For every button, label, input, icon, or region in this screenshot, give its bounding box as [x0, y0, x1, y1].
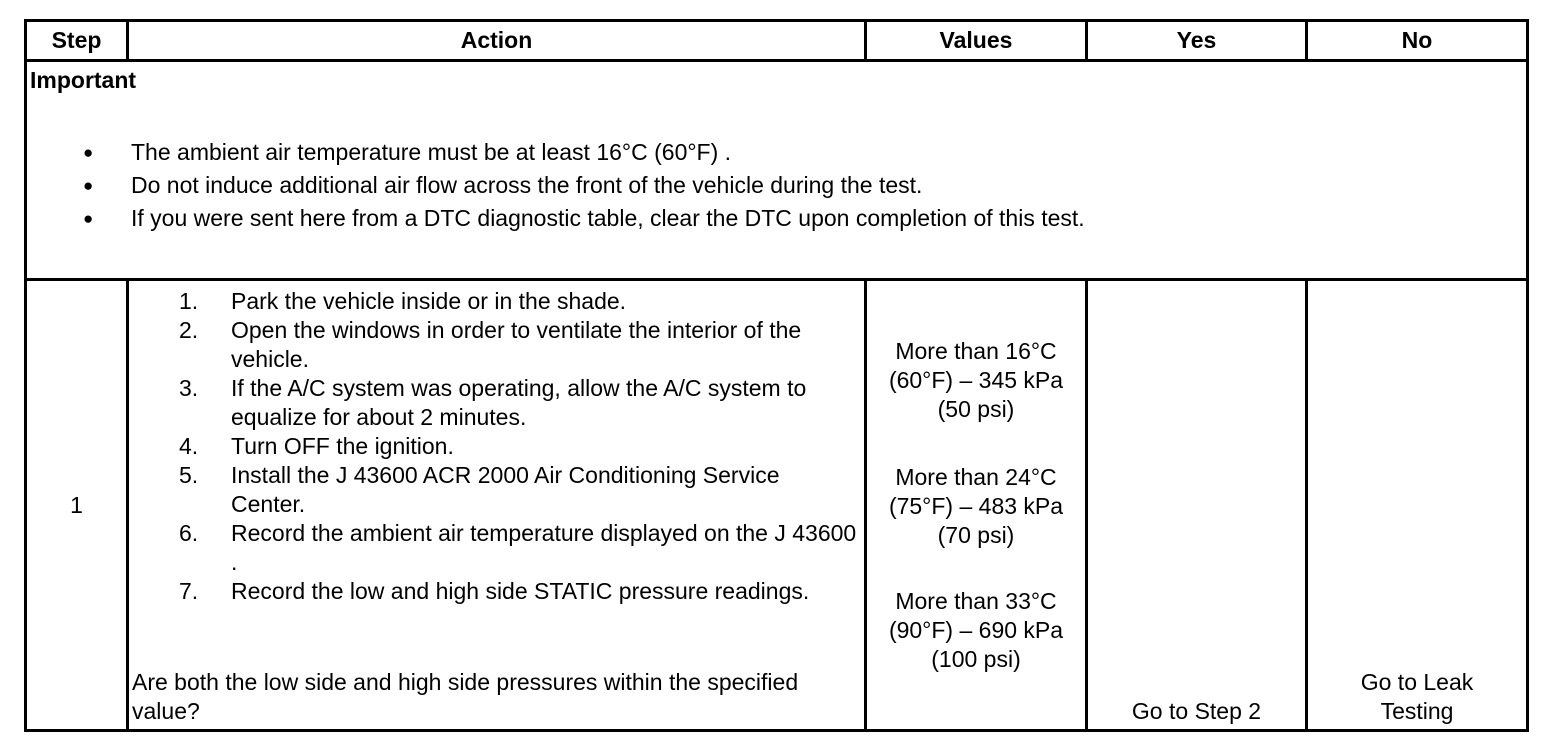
- yes-cell: [1087, 280, 1307, 731]
- important-list: [27, 136, 1526, 235]
- value-spec: [867, 337, 1085, 424]
- value-psi: (50 psi): [937, 396, 1015, 422]
- action-step: [129, 577, 864, 606]
- header-yes: Yes: [1087, 21, 1307, 61]
- action-step-text: Record the ambient air temperature displayed on the J 43600 .: [231, 520, 857, 575]
- action-step: [129, 316, 864, 374]
- bullet-icon: ●: [83, 176, 94, 195]
- action-step-number: 3.: [179, 375, 199, 401]
- action-step: [129, 432, 864, 461]
- important-row: [26, 61, 1528, 280]
- important-item-text: The ambient air temperature must be at least 16°C (60°F) .: [131, 139, 732, 165]
- action-step-text: Record the low and high side STATIC pressure readings.: [231, 578, 810, 604]
- value-temp: More than 33°C: [895, 588, 1057, 614]
- header-action: Action: [128, 21, 866, 61]
- action-step-text: Open the windows in order to ventilate the interior of the vehicle.: [231, 317, 802, 372]
- yes-link[interactable]: Go to Step 2: [1131, 698, 1262, 724]
- step-number: 1: [26, 280, 128, 731]
- important-item-text: If you were sent here from a DTC diagnostic table, clear the DTC upon completion of this test.: [131, 205, 1085, 231]
- value-pressure: (75°F) – 483 kPa: [888, 493, 1064, 519]
- header-row: [26, 21, 1528, 61]
- step-row: [26, 280, 1528, 731]
- action-step-number: 6.: [179, 520, 199, 546]
- bullet-icon: ●: [83, 209, 94, 228]
- important-item: [27, 136, 1526, 169]
- important-title: Important: [30, 67, 137, 93]
- action-step-number: 1.: [179, 288, 199, 314]
- value-spec: [867, 587, 1085, 674]
- action-step-text: If the A/C system was operating, allow the A/C system to equalize for about 2 minutes.: [231, 375, 807, 430]
- value-pressure: (90°F) – 690 kPa: [888, 617, 1064, 643]
- header-step: Step: [26, 21, 128, 61]
- action-cell: [128, 280, 866, 731]
- action-step: [129, 374, 864, 432]
- action-question: Are both the low side and high side pressures within the specified value?: [132, 669, 799, 724]
- no-link-line: Go to Leak: [1360, 669, 1474, 695]
- action-step: [129, 287, 864, 316]
- action-step: [129, 519, 864, 577]
- action-step-number: 2.: [179, 317, 199, 343]
- value-spec: [867, 463, 1085, 550]
- action-steps: [129, 287, 864, 606]
- no-link-line: Testing: [1380, 698, 1454, 724]
- value-pressure: (60°F) – 345 kPa: [888, 367, 1064, 393]
- action-step-number: 5.: [179, 462, 199, 488]
- value-psi: (100 psi): [931, 646, 1021, 672]
- values-cell: [866, 280, 1087, 731]
- action-step-number: 7.: [179, 578, 199, 604]
- value-temp: More than 24°C: [895, 464, 1057, 490]
- header-no: No: [1307, 21, 1528, 61]
- diagnostic-table: [24, 19, 1529, 732]
- important-item: [27, 169, 1526, 202]
- no-cell: [1307, 280, 1528, 731]
- important-item: [27, 202, 1526, 235]
- action-step-text: Turn OFF the ignition.: [231, 433, 454, 459]
- action-step-text: Install the J 43600 ACR 2000 Air Conditioning Service Center.: [231, 462, 780, 517]
- header-values: Values: [866, 21, 1087, 61]
- action-step: [129, 461, 864, 519]
- no-link[interactable]: [1308, 668, 1526, 726]
- action-step-number: 4.: [179, 433, 199, 459]
- action-step-text: Park the vehicle inside or in the shade.: [231, 288, 627, 314]
- bullet-icon: ●: [83, 143, 94, 162]
- important-item-text: Do not induce additional air flow across the front of the vehicle during the test.: [131, 172, 923, 198]
- value-temp: More than 16°C: [895, 338, 1057, 364]
- value-psi: (70 psi): [937, 522, 1015, 548]
- important-cell: [26, 61, 1528, 280]
